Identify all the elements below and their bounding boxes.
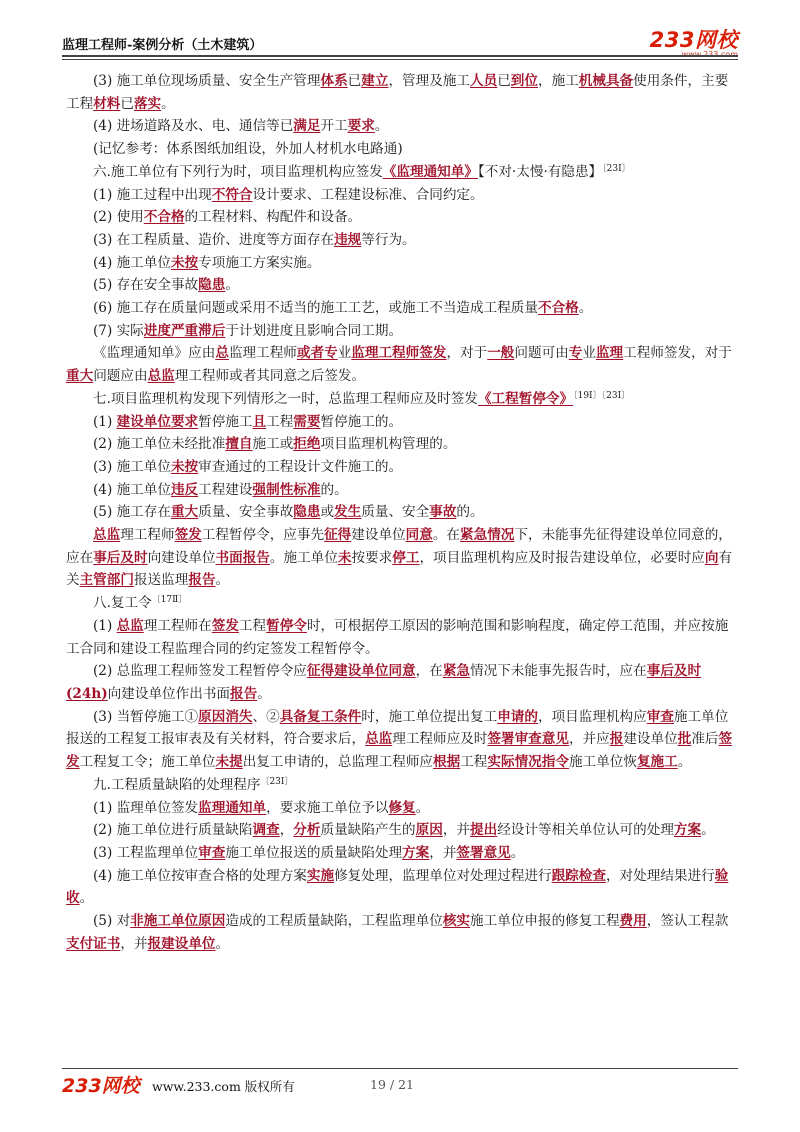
list-item: (2) 总监理工程师签发工程暂停令应征得建设单位同意，在紧急情况下未能事先报告时，应在事后及时(24h)向建设单位作出书面报告。 <box>66 663 702 702</box>
brand-logo[interactable] <box>650 24 738 59</box>
section-heading: 九.工程质量缺陷的处理程序$^{〔23Ⅰ〕}$ <box>93 776 294 793</box>
memo-note: (记忆参考：体系图纸加组设，外加人材机水电路通) <box>93 141 403 158</box>
list-item: (2) 使用不合格的工程材料、构配件和设备。 <box>93 209 362 226</box>
list-item: (1) 监理单位签发监理通知单，要求施工单位予以修复。 <box>93 799 430 816</box>
list-item: (6) 施工存在质量问题或采用不适当的施工工艺，或施工不当造成工程质量不合格。 <box>93 300 593 317</box>
list-item: (3) 施工单位未按审查通过的工程设计文件施工的。 <box>93 458 403 475</box>
footer-copyright: www.233.com 版权所有 <box>152 1079 295 1094</box>
footer-rule <box>62 1068 738 1069</box>
header-rule-thin <box>62 59 738 60</box>
list-item: (3) 工程监理单位审查施工单位报送的质量缺陷处理方案，并签署意见。 <box>93 844 525 861</box>
list-item: (7) 实际进度严重滞后于计划进度且影响合同工期。 <box>93 322 403 339</box>
list-item: (1) 施工过程中出现不符合设计要求、工程建设标准、合同约定。 <box>93 186 484 203</box>
section-heading: 七.项目监理机构发现下列情形之一时，总监理工程师应及时签发《工程暂停令》$^{〔19Ⅰ〕〔23Ⅰ〕}$ <box>93 390 631 407</box>
list-item: (5) 存在安全事故隐患。 <box>93 277 239 294</box>
list-item: (4) 施工单位违反工程建设强制性标准的。 <box>93 481 348 498</box>
header-rule <box>62 55 738 57</box>
list-item: (3) 当暂停施工①原因消失、②具备复工条件时，施工单位提出复工申请的，项目监理机构应审查施工单位报送的工程复工报审表及有关材料，符合要求后，总监理工程师应及时签署审查意见，并应报建设单位批准后签发工程复工令；施工单位未提出复工申请的，总监理工程师应根据工程实际情况指令施工单位恢复施工。 <box>66 708 733 771</box>
paragraph: (4) 进场道路及水、电、通信等已满足开工要求。 <box>93 118 389 135</box>
section-heading: 六.施工单位有下列行为时，项目监理机构应签发《监理通知单》【不对·太慢·有隐患】$^{〔23Ⅰ〕}$ <box>93 163 631 180</box>
list-item: (2) 施工单位未经批准擅自施工或拒绝项目监理机构管理的。 <box>93 436 457 453</box>
footer-logo[interactable]: 233网校 <box>62 1075 140 1097</box>
paragraph: (3) 施工单位现场质量、安全生产管理体系已建立，管理及施工人员已到位，施工机械具备使用条件，主要工程材料已落实。 <box>66 73 729 112</box>
page-number: 19 / 21 <box>370 1077 414 1092</box>
document-header-title: 监理工程师-案例分析（土木建筑） <box>62 38 263 53</box>
list-item: (5) 对非施工单位原因造成的工程质量缺陷，工程监理单位核实施工单位申报的修复工程费用，签认工程款支付证书，并报建设单位。 <box>66 913 729 952</box>
list-item: (1) 建设单位要求暂停施工且工程需要暂停施工的。 <box>93 413 403 430</box>
list-item: (4) 施工单位未按专项施工方案实施。 <box>93 254 321 271</box>
paragraph: 总监理工程师签发工程暂停令，应事先征得建设单位同意。在紧急情况下，未能事先征得建设单位同意的，应在事后及时向建设单位书面报告。施工单位未按要求停工，项目监理机构应及时报告建设单位，必要时应向有关主管部门报送监理报告。 <box>66 527 733 589</box>
section-heading: 八.复工令$^{〔17Ⅱ〕}$ <box>93 595 188 612</box>
list-item: (4) 施工单位按审查合格的处理方案实施修复处理，监理单位对处理过程进行跟踪检查，对处理结果进行验收。 <box>66 867 729 907</box>
list-item: (3) 在工程质量、造价、进度等方面存在违规等行为。 <box>93 231 416 248</box>
list-item: (5) 施工存在重大质量、安全事故隐患或发生质量、安全事故的。 <box>93 504 484 521</box>
list-item: (1) 总监理工程师在签发工程暂停令时，可根据停工原因的影响范围和影响程度，确定停工范围，并应按施工合同和建设工程监理合同的约定签发工程暂停令。 <box>66 617 729 657</box>
logo-text: 233网校 <box>649 28 738 52</box>
list-item: (2) 施工单位进行质量缺陷调查，分析质量缺陷产生的原因，并提出经设计等相关单位认可的处理方案。 <box>93 822 715 839</box>
logo-url: www.233.com <box>681 50 738 59</box>
paragraph: 《监理通知单》应由总监理工程师或者专业监理工程师签发，对于一般问题可由专业监理工程师签发，对于重大问题应由总监理工程师或者其同意之后签发。 <box>66 345 732 385</box>
document-body <box>66 70 736 955</box>
